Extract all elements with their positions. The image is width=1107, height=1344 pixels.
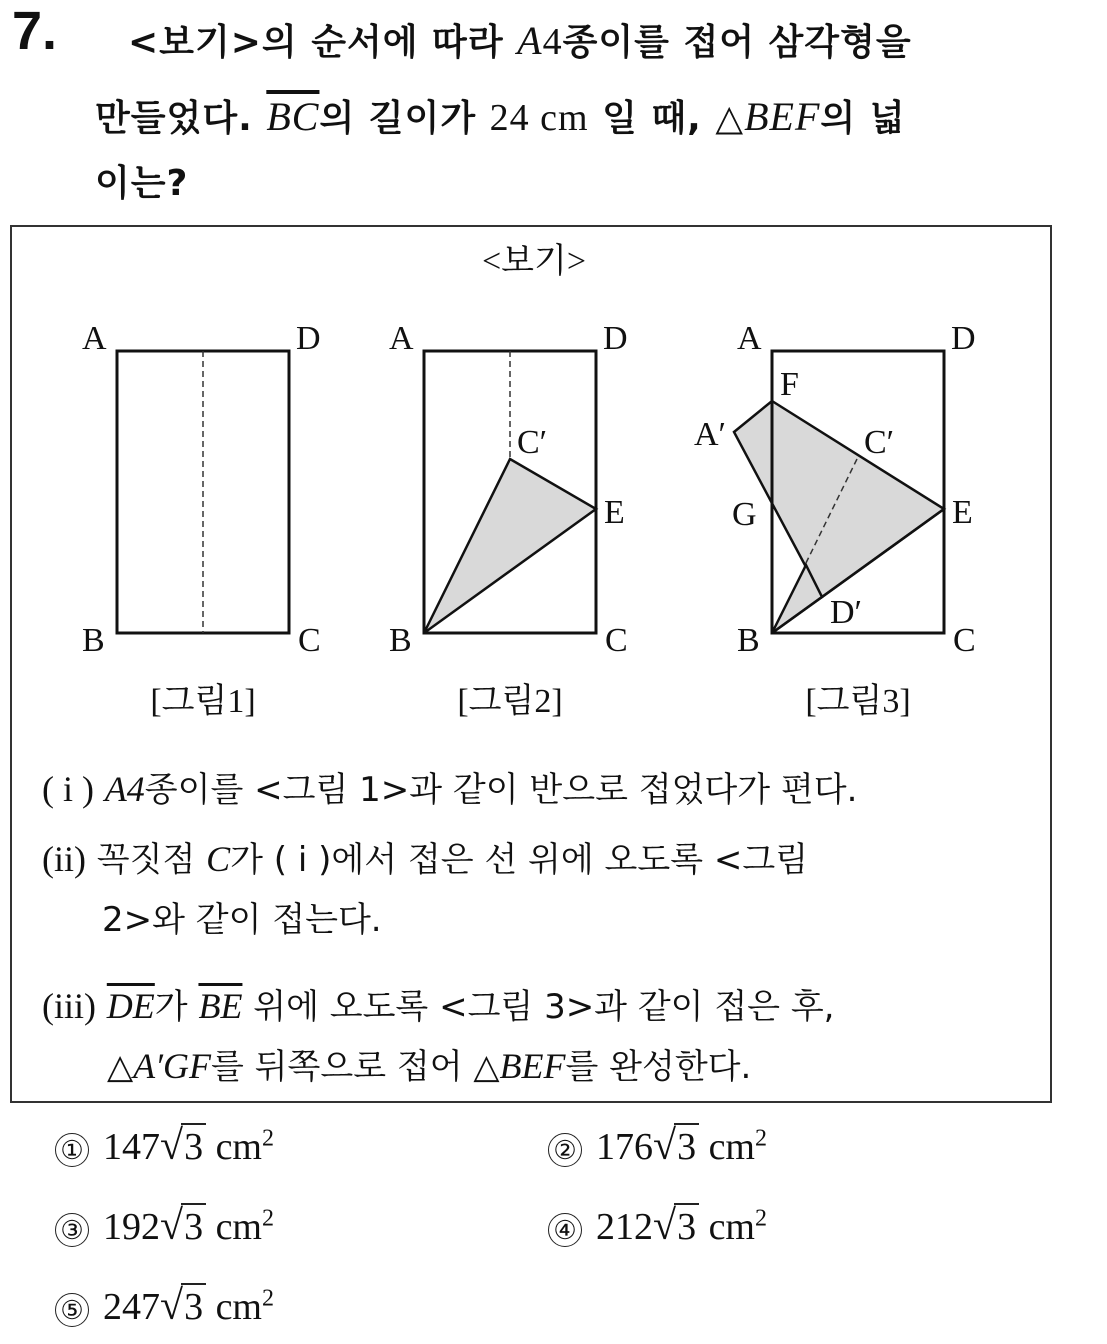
choice-3[interactable] bbox=[55, 1202, 274, 1250]
segment-be: $\overline{BE}$ bbox=[198, 986, 243, 1026]
choice-coef: 212 bbox=[596, 1206, 653, 1248]
radicand: 3 bbox=[674, 1123, 699, 1169]
radicand: 3 bbox=[181, 1283, 206, 1329]
caption-figure-3: [그림3] bbox=[805, 683, 911, 720]
choice-coef: 147 bbox=[103, 1126, 160, 1168]
label-c: C bbox=[298, 622, 321, 659]
step-2-cont: 2>와 같이 접는다. bbox=[102, 900, 382, 940]
step-text: △ bbox=[107, 1047, 134, 1087]
label-c-prime: C′ bbox=[517, 424, 548, 461]
label-d: D bbox=[603, 320, 628, 357]
step-number: ( i ) bbox=[42, 769, 94, 809]
label-b: B bbox=[389, 622, 412, 659]
segment-de: $\overline{DE}$ bbox=[106, 986, 155, 1026]
example-box bbox=[10, 225, 1052, 1103]
choice-2[interactable] bbox=[548, 1122, 767, 1170]
step-number: (iii) bbox=[42, 986, 96, 1026]
question-number: 7. bbox=[12, 1, 58, 61]
segment-bc: $\overline{BC}$ bbox=[266, 94, 320, 139]
label-d: D bbox=[951, 320, 976, 357]
label-d: D bbox=[296, 320, 321, 357]
math-a4-num: 4 bbox=[542, 21, 563, 63]
math-a4: A4 bbox=[104, 769, 145, 809]
choice-mark: ④ bbox=[548, 1213, 582, 1247]
step-2 bbox=[42, 832, 808, 881]
label-d-prime: D′ bbox=[830, 594, 862, 631]
choice-4[interactable] bbox=[548, 1202, 767, 1250]
choice-mark: ② bbox=[548, 1133, 582, 1167]
step-text: 가 ( i )에서 접은 선 위에 오도록 <그림 bbox=[230, 840, 809, 880]
question-text: 종이를 접어 삼각형을 bbox=[562, 22, 912, 63]
label-a: A bbox=[389, 320, 414, 357]
radical-icon: √ bbox=[160, 1123, 184, 1169]
label-c-prime: C′ bbox=[864, 424, 895, 461]
exponent: 2 bbox=[755, 1125, 767, 1152]
step-text: 를 뒤쪽으로 접어 △ bbox=[211, 1047, 500, 1087]
label-c: C bbox=[605, 622, 628, 659]
choice-coef: 247 bbox=[103, 1286, 160, 1328]
choice-mark: ⑤ bbox=[55, 1293, 89, 1327]
question-text: 의 길이가 bbox=[319, 98, 490, 139]
radicand: 3 bbox=[181, 1123, 206, 1169]
question-text: <보기>의 순서에 따라 bbox=[128, 22, 518, 63]
caption-figure-2: [그림2] bbox=[457, 683, 563, 720]
math-c: C bbox=[206, 839, 231, 879]
label-g: G bbox=[732, 496, 757, 533]
label-a: A bbox=[82, 320, 107, 357]
caption-figure-1: [그림1] bbox=[150, 683, 256, 720]
step-text: 종이를 <그림 1>과 같이 반으로 접었다가 편다. bbox=[144, 770, 858, 810]
unit: cm bbox=[708, 1206, 755, 1248]
label-b: B bbox=[737, 622, 760, 659]
triangle-bef: BEF bbox=[744, 94, 821, 139]
question-line-3: 이는? bbox=[95, 163, 189, 204]
label-e: E bbox=[604, 494, 625, 531]
choice-mark: ① bbox=[55, 1133, 89, 1167]
step-text bbox=[94, 770, 105, 810]
choice-coef: 176 bbox=[596, 1126, 653, 1168]
question-text: 일 때, △ bbox=[588, 98, 745, 139]
label-e: E bbox=[952, 494, 973, 531]
radicand: 3 bbox=[181, 1203, 206, 1249]
label-f: F bbox=[780, 366, 799, 403]
question-line-2 bbox=[95, 90, 905, 141]
step-text: 꼭짓점 bbox=[85, 840, 207, 880]
unit: cm bbox=[708, 1126, 755, 1168]
step-text: 위에 오도록 <그림 3>과 같이 접은 후, bbox=[242, 987, 835, 1027]
exponent: 2 bbox=[262, 1125, 274, 1152]
choice-1[interactable] bbox=[55, 1122, 274, 1170]
length-value: 24 cm bbox=[489, 97, 589, 139]
unit: cm bbox=[215, 1206, 262, 1248]
figure-3 bbox=[694, 320, 976, 720]
step-text: 가 bbox=[154, 987, 199, 1027]
step-3 bbox=[42, 979, 834, 1028]
label-c: C bbox=[953, 622, 976, 659]
radical-icon: √ bbox=[160, 1283, 184, 1329]
label-b: B bbox=[82, 622, 105, 659]
unit: cm bbox=[215, 1286, 262, 1328]
exponent: 2 bbox=[755, 1205, 767, 1232]
question-line-1 bbox=[128, 14, 912, 65]
figures bbox=[12, 227, 1054, 747]
step-3-cont bbox=[107, 1039, 751, 1088]
figure-1 bbox=[82, 320, 321, 720]
question-text: 의 넓 bbox=[820, 98, 906, 139]
choice-5[interactable] bbox=[55, 1282, 274, 1330]
choice-coef: 192 bbox=[103, 1206, 160, 1248]
radicand: 3 bbox=[674, 1203, 699, 1249]
unit: cm bbox=[215, 1126, 262, 1168]
exponent: 2 bbox=[262, 1205, 274, 1232]
figure-2 bbox=[389, 320, 628, 720]
question-text: 만들었다. bbox=[95, 98, 267, 139]
radical-icon: √ bbox=[160, 1203, 184, 1249]
radical-icon: √ bbox=[653, 1203, 677, 1249]
box-title: <보기> bbox=[481, 243, 587, 280]
math-a4: A bbox=[517, 18, 543, 63]
label-a: A bbox=[737, 320, 762, 357]
label-a-prime: A′ bbox=[694, 416, 726, 453]
step-text: 를 완성한다. bbox=[565, 1047, 752, 1087]
step-number: (ii) bbox=[42, 839, 86, 879]
choice-mark: ③ bbox=[55, 1213, 89, 1247]
math-bef: BEF bbox=[499, 1046, 566, 1086]
step-1 bbox=[42, 762, 857, 811]
radical-icon: √ bbox=[653, 1123, 677, 1169]
math-agf: A′GF bbox=[133, 1046, 212, 1086]
exponent: 2 bbox=[262, 1285, 274, 1312]
